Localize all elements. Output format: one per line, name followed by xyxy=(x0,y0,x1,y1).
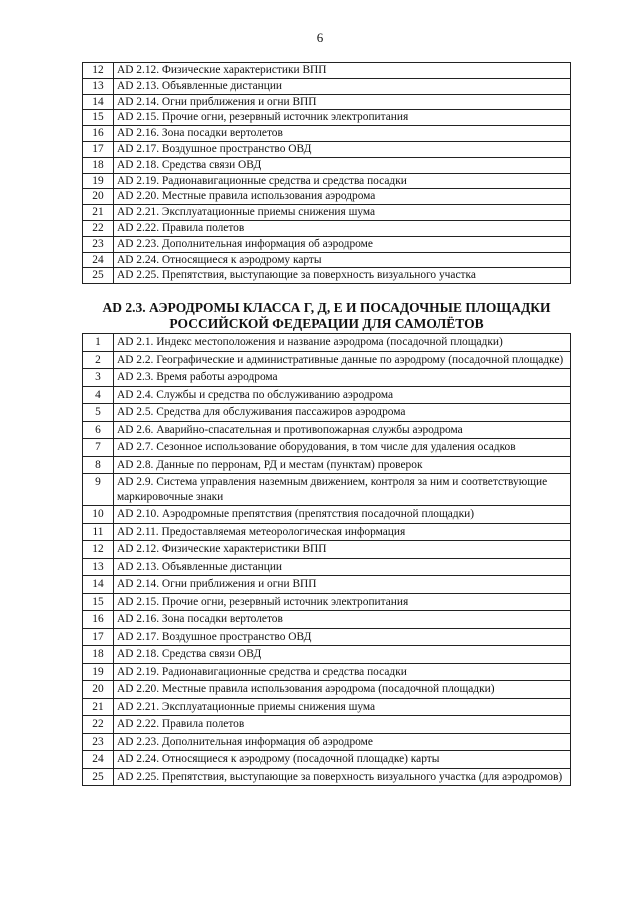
row-title: AD 2.14. Огни приближения и огни ВПП xyxy=(114,576,571,594)
row-title: AD 2.12. Физические характеристики ВПП xyxy=(114,63,571,79)
table-row xyxy=(83,110,571,126)
table-row xyxy=(83,733,571,751)
row-title: AD 2.25. Препятствия, выступающие за поверхность визуального участка xyxy=(114,268,571,284)
row-number: 6 xyxy=(83,421,114,439)
row-number: 19 xyxy=(83,663,114,681)
row-number: 15 xyxy=(83,110,114,126)
table-row xyxy=(83,189,571,205)
table-row xyxy=(83,386,571,404)
row-title: AD 2.14. Огни приближения и огни ВПП xyxy=(114,94,571,110)
row-title: AD 2.19. Радионавигационные средства и средства посадки xyxy=(114,663,571,681)
table-row xyxy=(83,78,571,94)
row-number: 10 xyxy=(83,506,114,524)
table-row xyxy=(83,334,571,352)
table-row xyxy=(83,157,571,173)
section-heading-line-2: РОССИЙСКОЙ ФЕДЕРАЦИИ ДЛЯ САМОЛЁТОВ xyxy=(169,316,484,331)
row-title: AD 2.22. Правила полетов xyxy=(114,220,571,236)
row-number: 3 xyxy=(83,369,114,387)
row-title: AD 2.23. Дополнительная информация об аэродроме xyxy=(114,236,571,252)
row-title: AD 2.9. Система управления наземным движением, контроля за ним и соответствующие маркировочные знаки xyxy=(114,474,571,506)
row-number: 7 xyxy=(83,439,114,457)
table-row xyxy=(83,456,571,474)
row-number: 25 xyxy=(83,768,114,786)
table-row xyxy=(83,716,571,734)
row-number: 5 xyxy=(83,404,114,422)
row-number: 8 xyxy=(83,456,114,474)
row-title: AD 2.22. Правила полетов xyxy=(114,716,571,734)
row-title: AD 2.25. Препятствия, выступающие за поверхность визуального участка (для аэродромов) xyxy=(114,768,571,786)
row-number: 23 xyxy=(83,733,114,751)
row-title: AD 2.21. Эксплуатационные приемы снижения шума xyxy=(114,205,571,221)
row-number: 21 xyxy=(83,698,114,716)
table-row xyxy=(83,751,571,769)
table-row xyxy=(83,268,571,284)
row-number: 17 xyxy=(83,141,114,157)
table-row xyxy=(83,439,571,457)
row-title: AD 2.8. Данные по перронам, РД и местам (пунктам) проверок xyxy=(114,456,571,474)
row-title: AD 2.23. Дополнительная информация об аэродроме xyxy=(114,733,571,751)
row-title: AD 2.1. Индекс местоположения и название аэродрома (посадочной площадки) xyxy=(114,334,571,352)
row-title: AD 2.7. Сезонное использование оборудования, в том числе для удаления осадков xyxy=(114,439,571,457)
row-number: 12 xyxy=(83,63,114,79)
table-row xyxy=(83,558,571,576)
row-title: AD 2.2. Географические и административные данные по аэродрому (посадочной площадке) xyxy=(114,351,571,369)
table-row xyxy=(83,611,571,629)
row-number: 18 xyxy=(83,646,114,664)
table-row xyxy=(83,351,571,369)
row-title: AD 2.6. Аварийно-спасательная и противопожарная службы аэродрома xyxy=(114,421,571,439)
table-row xyxy=(83,523,571,541)
table-row xyxy=(83,220,571,236)
row-title: AD 2.10. Аэродромные препятствия (препятствия посадочной площадки) xyxy=(114,506,571,524)
row-title: AD 2.24. Относящиеся к аэродрому карты xyxy=(114,252,571,268)
row-number: 25 xyxy=(83,268,114,284)
row-number: 20 xyxy=(83,189,114,205)
table-row xyxy=(83,236,571,252)
row-number: 14 xyxy=(83,576,114,594)
table-row xyxy=(83,663,571,681)
row-title: AD 2.21. Эксплуатационные приемы снижения шума xyxy=(114,698,571,716)
table-row xyxy=(83,404,571,422)
row-title: AD 2.13. Объявленные дистанции xyxy=(114,78,571,94)
table-row xyxy=(83,506,571,524)
table-row xyxy=(83,576,571,594)
row-title: AD 2.17. Воздушное пространство ОВД xyxy=(114,628,571,646)
table-row xyxy=(83,63,571,79)
table-row xyxy=(83,628,571,646)
table-row xyxy=(83,141,571,157)
contents-table-class-g-d-e xyxy=(82,333,571,786)
table-row xyxy=(83,173,571,189)
table-row xyxy=(83,768,571,786)
table-row xyxy=(83,593,571,611)
row-title: AD 2.18. Средства связи ОВД xyxy=(114,157,571,173)
row-number: 14 xyxy=(83,94,114,110)
row-number: 22 xyxy=(83,716,114,734)
table-row xyxy=(83,94,571,110)
row-number: 18 xyxy=(83,157,114,173)
table-row xyxy=(83,421,571,439)
row-title: AD 2.16. Зона посадки вертолетов xyxy=(114,126,571,142)
row-number: 15 xyxy=(83,593,114,611)
row-number: 17 xyxy=(83,628,114,646)
row-title: AD 2.12. Физические характеристики ВПП xyxy=(114,541,571,559)
row-number: 11 xyxy=(83,523,114,541)
row-title: AD 2.15. Прочие огни, резервный источник электропитания xyxy=(114,593,571,611)
row-title: AD 2.17. Воздушное пространство ОВД xyxy=(114,141,571,157)
contents-table-continued xyxy=(82,62,571,284)
row-title: AD 2.13. Объявленные дистанции xyxy=(114,558,571,576)
section-heading-line-1: AD 2.3. АЭРОДРОМЫ КЛАССА Г, Д, Е И ПОСАДОЧНЫЕ ПЛОЩАДКИ xyxy=(102,300,551,315)
row-number: 2 xyxy=(83,351,114,369)
row-number: 4 xyxy=(83,386,114,404)
table-row xyxy=(83,541,571,559)
section-heading xyxy=(82,300,571,332)
row-number: 13 xyxy=(83,78,114,94)
row-title: AD 2.19. Радионавигационные средства и средства посадки xyxy=(114,173,571,189)
row-number: 21 xyxy=(83,205,114,221)
row-number: 19 xyxy=(83,173,114,189)
row-title: AD 2.16. Зона посадки вертолетов xyxy=(114,611,571,629)
row-title: AD 2.24. Относящиеся к аэродрому (посадочной площадке) карты xyxy=(114,751,571,769)
row-title: AD 2.20. Местные правила использования аэродрома xyxy=(114,189,571,205)
table-row xyxy=(83,474,571,506)
table-row xyxy=(83,205,571,221)
table-row xyxy=(83,252,571,268)
row-number: 22 xyxy=(83,220,114,236)
row-number: 23 xyxy=(83,236,114,252)
row-number: 16 xyxy=(83,611,114,629)
page-number: 6 xyxy=(316,30,324,45)
row-number: 13 xyxy=(83,558,114,576)
row-number: 24 xyxy=(83,252,114,268)
table-row xyxy=(83,369,571,387)
row-title: AD 2.18. Средства связи ОВД xyxy=(114,646,571,664)
row-title: AD 2.4. Службы и средства по обслуживанию аэродрома xyxy=(114,386,571,404)
row-number: 20 xyxy=(83,681,114,699)
table-row xyxy=(83,646,571,664)
row-title: AD 2.15. Прочие огни, резервный источник электропитания xyxy=(114,110,571,126)
row-number: 9 xyxy=(83,474,114,506)
row-number: 1 xyxy=(83,334,114,352)
row-title: AD 2.3. Время работы аэродрома xyxy=(114,369,571,387)
table-row xyxy=(83,126,571,142)
row-title: AD 2.20. Местные правила использования аэродрома (посадочной площадки) xyxy=(114,681,571,699)
row-number: 12 xyxy=(83,541,114,559)
row-title: AD 2.5. Средства для обслуживания пассажиров аэродрома xyxy=(114,404,571,422)
table-row xyxy=(83,698,571,716)
table-row xyxy=(83,681,571,699)
row-number: 16 xyxy=(83,126,114,142)
row-number: 24 xyxy=(83,751,114,769)
row-title: AD 2.11. Предоставляемая метеорологическая информация xyxy=(114,523,571,541)
